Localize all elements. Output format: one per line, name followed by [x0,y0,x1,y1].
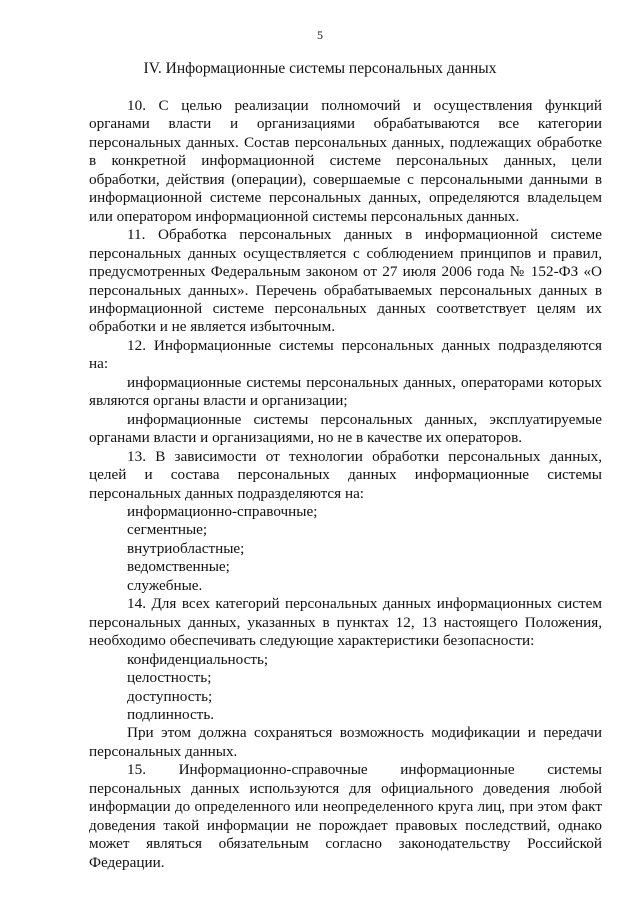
paragraph-15: 15. Информационно-справочные информационные системы персональных данных используются для официального доведения любой информации до определенного или неопределенного круга лиц, при этом факт доведения такой информации не порождает правовых последствий, однако может являться обязательным согласно законодательству Российской Федерации. [89,761,602,871]
list-item: внутриобластные; [127,539,245,557]
paragraph-14: 14. Для всех категорий персональных данных информационных систем персональных данных, указанных в пунктах 12, 13 настоящего Положения, необходимо обеспечивать следующие характеристики безопасности: [89,595,602,650]
paragraph-note: При этом должна сохраняться возможность модификации и передачи персональных данных. [89,724,602,760]
list-item: целостность; [127,669,212,687]
list-item: доступность; [127,687,213,705]
list-item: информационные системы персональных данных, операторами которых являются органы власти и организации; [89,373,602,410]
list-item: ведомственные; [127,558,230,576]
list-item: служебные. [127,576,203,594]
list-item: подлинность. [127,705,215,723]
page-number: 5 [317,28,323,42]
section-title: IV. Информационные системы персональных данных [143,60,497,77]
list-item: информационно-справочные; [127,502,318,520]
paragraph-10: 10. С целью реализации полномочий и осуществления функций органами власти и организациями обрабатываются все категории персональных данных. Состав персональных данных, подлежащих обработке в конкретной информационной системе персональных данных, цели обработки, действия (операции), совершаемые с персональными данными в информационной системе персональных данных, определяются владельцем или оператором информационной системы персональных данных. [89,97,602,225]
paragraph-13: 13. В зависимости от технологии обработки персональных данных, целей и состава персональных данных информационные системы персональных данных подразделяются на: [89,447,602,502]
paragraph-12: 12. Информационные системы персональных данных подразделяются на: [89,336,602,373]
list-item: информационные системы персональных данных, эксплуатируемые органами власти и организациями, но не в качестве их операторов. [89,410,602,447]
list-item: сегментные; [127,521,208,539]
paragraph-11: 11. Обработка персональных данных в информационной системе персональных данных осуществляется с соблюдением принципов и правил, предусмотренных Федеральным законом от 27 июля 2006 года № 152-ФЗ «О персональных данных». Перечень обрабатываемых персональных данных в информационной системе персональных данных соответствует целям их обработки и не является избыточным. [89,226,602,336]
list-item: конфиденциальность; [127,650,269,668]
document-body [89,97,602,872]
